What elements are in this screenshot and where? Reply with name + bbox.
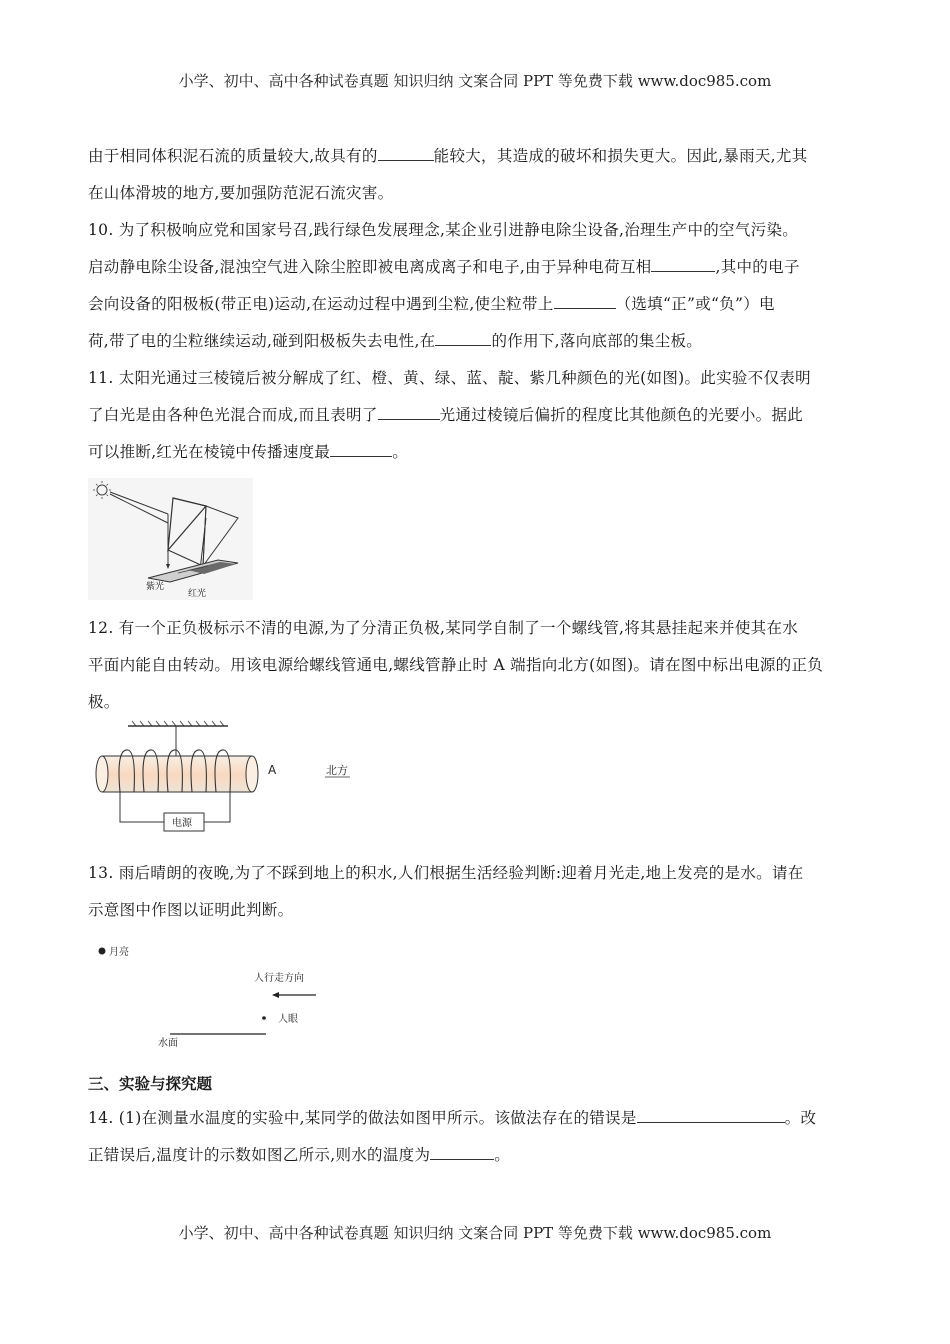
prism-figure xyxy=(88,478,253,600)
north-label: 北方 xyxy=(326,764,348,777)
power-supply-label: 电源 xyxy=(172,818,192,829)
question-12-text: 12. 有一个正负极标示不清的电源,为了分清正负极,某同学自制了一个螺线管,将其悬挂起来并使其在水 平面内能自由转动。用该电源给螺线管通电,螺线管静止时 A 端指向北方(如图)。请在图中标出电源的正负 极。 xyxy=(88,619,824,711)
answer-blank[interactable] xyxy=(378,405,440,420)
page-header: 小学、初中、高中各种试卷真题 知识归纳 文案合同 PPT 等免费下载 www.doc985.com xyxy=(178,72,772,90)
answer-blank[interactable] xyxy=(435,331,491,346)
water-surface-label: 水面 xyxy=(158,1038,178,1049)
answer-blank[interactable] xyxy=(330,442,392,457)
answer-blank[interactable] xyxy=(430,1145,494,1160)
eye-label: 人眼 xyxy=(278,1014,298,1025)
end-a-label: A xyxy=(268,763,277,777)
question-13-text: 13. 雨后晴朗的夜晚,为了不踩到地上的积水,人们根据生活经验判断:迎着月光走,地上发亮的是水。请在 示意图中作图以证明此判断。 xyxy=(88,864,804,919)
question-14-text: 14. (1)在测量水温度的实验中,某同学的做法如图甲所示。该做法存在的错误是 。改 正错误后,温度计的示数如图乙所示,则水的温度为 。 xyxy=(88,1109,817,1164)
moon-water-figure xyxy=(88,940,328,1052)
section-heading: 三、实验与探究题 xyxy=(88,1075,213,1093)
moon-dot xyxy=(99,948,106,955)
solenoid-figure xyxy=(88,718,368,838)
answer-blank[interactable] xyxy=(554,294,616,309)
moon-label: 月亮 xyxy=(109,947,129,958)
answer-blank[interactable] xyxy=(651,257,715,272)
answer-blank[interactable] xyxy=(378,146,434,161)
question-11-text: 11. 太阳光通过三棱镜后被分解成了红、橙、黄、绿、蓝、靛、紫几种颜色的光(如图)。此实验不仅表明 了白光是由各种色光混合而成,而且表明了 光通过棱镜后偏折的程度比其他颜色的光要小。据此 可以推断,红光在棱镜中传播速度最 。 xyxy=(88,369,811,461)
violet-light-label: 紫光 xyxy=(146,582,165,592)
page-footer: 小学、初中、高中各种试卷真题 知识归纳 文案合同 PPT 等免费下载 www.doc985.com xyxy=(178,1224,772,1242)
walking-direction-label: 人行走方向 xyxy=(254,973,304,984)
answer-blank[interactable] xyxy=(637,1108,785,1123)
eye-dot xyxy=(262,1016,266,1020)
red-light-label: 红光 xyxy=(188,589,207,599)
question-9-text: 由于相同体积泥石流的质量较大,故具有的 能较大，其造成的破坏和损失更大。因此,暴雨天,尤其 在山体滑坡的地方,要加强防范泥石流灾害。 xyxy=(88,147,808,202)
question-10-text: 10. 为了积极响应党和国家号召,践行绿色发展理念,某企业引进静电除尘设备,治理生产中的空气污染。 启动静电除尘设备,混浊空气进入除尘腔即被电离成离子和电子,由于异种电荷互相 ,其中的电子 会向设备的阳极板(带正电)运动,在运动过程中遇到尘粒,使尘粒带上 （选填“正”或“负”）电 荷,带了电的尘粒继续运动,碰到阳极板失去电性,在 的作用下,落向底部的集尘板。 xyxy=(88,221,800,350)
